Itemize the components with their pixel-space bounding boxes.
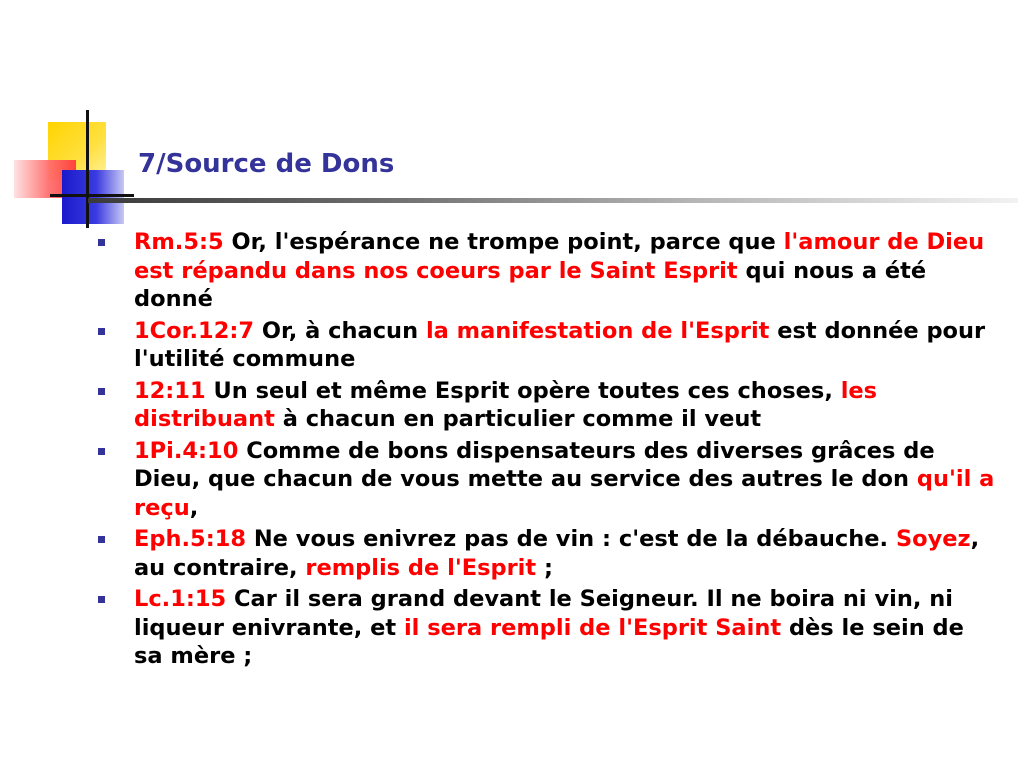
list-item-1cor-12-7 xyxy=(96,317,996,374)
verse-text: qui nous a été donné xyxy=(134,257,927,312)
list-item-lc-1-15 xyxy=(96,585,996,671)
verse-text: est donnée pour l'utilité commune xyxy=(134,317,986,372)
verse-text: Or, l'espérance ne trompe point, parce que xyxy=(223,229,784,255)
verse-text: ; xyxy=(536,554,553,581)
verse-reference: 1Pi.4:10 xyxy=(134,437,239,464)
verse-text: Ne vous enivrez pas de vin : c'est de la débauche. xyxy=(246,526,896,552)
verse-highlight: remplis de l'Esprit xyxy=(305,554,537,581)
square-bullet-icon xyxy=(98,536,105,543)
verse-reference: Rm.5:5 xyxy=(134,229,224,255)
verse-reference: 12:11 xyxy=(134,377,206,404)
verse-highlight: il sera rempli de l'Esprit Saint xyxy=(403,614,782,641)
square-bullet-icon xyxy=(98,448,105,455)
verse-text: à chacun en particulier comme il veut xyxy=(274,406,762,432)
verse-reference: Eph.5:18 xyxy=(134,526,247,552)
verse-highlight: l'amour de Dieu est répandu dans nos coeurs par le Saint Esprit xyxy=(134,229,985,284)
verse-text: , au contraire, xyxy=(134,526,980,581)
verse-text: Or, à chacun xyxy=(254,317,426,344)
list-item-rm-5-5 xyxy=(96,228,996,314)
square-bullet-icon xyxy=(98,239,105,246)
verse-text: Un seul et même Esprit opère toutes ces choses, xyxy=(205,377,841,404)
list-item-1pi-4-10 xyxy=(96,437,996,523)
list-item-eph-5-18 xyxy=(96,525,996,582)
slide-title: 7/Source de Dons xyxy=(138,149,395,179)
title-underline-rule xyxy=(88,198,1018,203)
square-bullet-icon xyxy=(98,328,105,335)
verse-highlight: la manifestation de l'Esprit xyxy=(425,317,770,344)
verse-text: dès le sein de sa mère ; xyxy=(134,614,964,669)
verse-highlight: Soyez xyxy=(895,526,971,552)
list-item-12-11 xyxy=(96,377,996,434)
square-bullet-icon xyxy=(98,388,105,395)
verse-highlight: les distribuant xyxy=(134,377,878,432)
logo-horizontal-line xyxy=(50,194,134,197)
verse-reference: 1Cor.12:7 xyxy=(134,317,255,344)
verse-text: , xyxy=(189,494,199,521)
logo-vertical-line xyxy=(86,110,89,228)
square-bullet-icon xyxy=(98,596,105,603)
logo-blue-square xyxy=(62,170,124,224)
verse-text: Comme de bons dispensateurs des diverses grâces de Dieu, que chacun de vous mette au service des autres le don xyxy=(134,437,935,492)
bullet-list xyxy=(96,228,996,674)
verse-text: Car il sera grand devant le Seigneur. Il ne boira ni vin, ni liqueur enivrante, et xyxy=(134,586,953,641)
verse-reference: Lc.1:15 xyxy=(134,586,227,612)
verse-highlight: qu'il a reçu xyxy=(134,466,995,521)
